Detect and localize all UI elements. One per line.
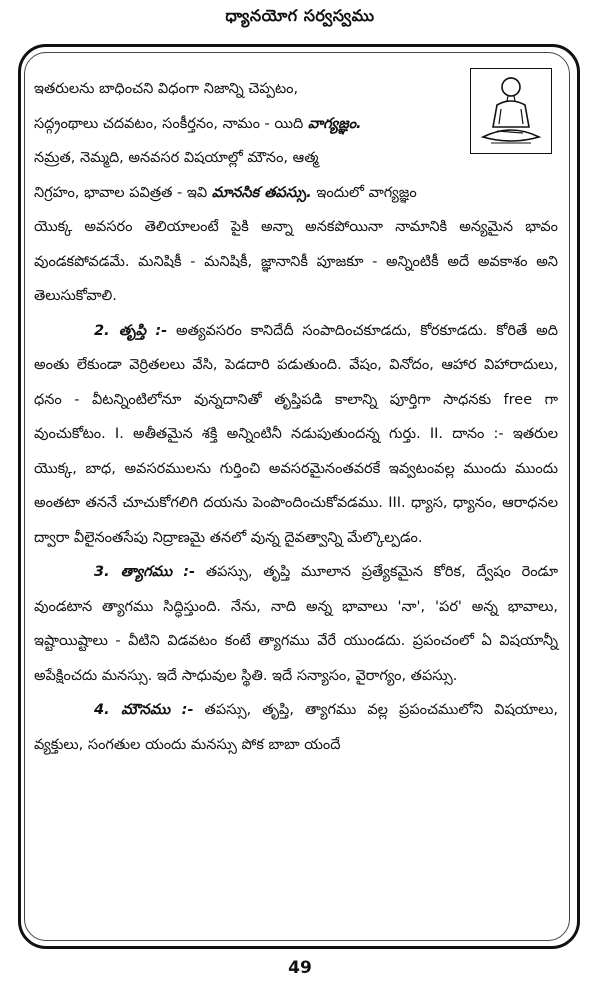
- paragraph-3-text: తపస్సు, తృప్తి మూలాన ప్రత్యేకమైన కోరిక, ద్వేషం రెండూ వుండటాన త్యాగము సిద్ధిస్తుంది. నేను, నాది అన్న భావాలు 'నా', 'పర' అన్న భావాలు, ఇష్టాయిష్టాలు - వీటిని విడవటం కంటే త్యాగము వేరే యుండదు. ప్రపంచంలో ఏ విషయాన్నీ అపేక్షించదు మనస్సు. ఇదే సాధువుల స్థితి. ఇదే సన్యాసం, వైరాగ్యం, తపస్సు.: [34, 564, 559, 684]
- line-text: నిగ్రహం, భావాల పవిత్రత - ఇవి: [34, 184, 212, 201]
- line-text: సద్గ్రంథాలు చదవటం, సంకీర్తనం, నామం - యిది: [34, 115, 308, 132]
- heading-tyagamu: 3. త్యాగము :-: [94, 564, 196, 580]
- paragraph-1-line-2: [34, 107, 558, 142]
- paragraph-2-text: అత్యవసరం కానిదేదీ సంపాదించకూడదు, కోరకూడదు. కోరితే అది అంతు లేకుండా వెర్రితలలు వేసి, పెడదారి పడుతుంది. వేషం, వినోదం, ఆహార విహారాదులు, ధనం - వీటన్నింటిలోనూ వున్నదానితో తృప్తిపడి కాలాన్ని పూర్తిగా సాధనకు free గా వుంచుకోటం. I. అతీతమైన శక్తి అన్నింటినీ నడుపుతుందన్న గుర్తు. II. దానం :- ఇతరుల యొక్క, బాధ, అవసరములను గుర్తించి అవసరమైనంతవరకే ఇవ్వటంవల్ల ముందు ముందు అంతటా తననే చూచుకోగలిగి దయను పెంపొందించుకోవడము. III. ధ్యాస, ధ్యానం, ఆరాధనల ద్వారా వీలైనంతసేపు నిద్రాణమై తనలో వున్న దైవత్వాన్ని మేల్కొల్పడం.: [34, 322, 558, 546]
- paragraph-2: [34, 314, 558, 556]
- paragraph-1-rest: యొక్క అవసరం తెలియాలంటే పైకి అన్నా అనకపోయినా నామానికి అన్యమైన భావం వుండకపోవడమే. మనిషికీ - మనిషికీ, జ్ఞానానికీ పూజకూ - అన్నింటికీ అదే అవకాశం అని తెలుసుకోవాలి.: [34, 219, 558, 304]
- line-text: ఇందులో వాగ్యజ్ఞం: [311, 184, 417, 201]
- paragraph-4-text: తపస్సు, తృప్తి, త్యాగము వల్ల ప్రపంచములోని విషయాలు, వ్యక్తులు, సంగతుల యందు మనస్సు పోక బాబా యందే: [34, 702, 559, 753]
- heading-mounamu: 4. మౌనము :-: [94, 702, 194, 718]
- term-vagyajnam: వాగ్యజ్ఞం.: [307, 115, 362, 132]
- paragraph-3: [34, 555, 558, 693]
- term-manasika-tapassu: మానసిక తపస్సు.: [211, 184, 312, 201]
- page-number: 49: [288, 958, 312, 978]
- paragraph-1-line-3: నమ్రత, నెమ్మది, అనవసర విషయాల్లో మౌనం, ఆత్మ: [34, 150, 319, 166]
- heading-trupti: 2. తృప్తి :-: [94, 322, 168, 339]
- paragraph-1-line-1: ఇతరులను బాధించని విధంగా నిజాన్ని చెప్పటం,: [34, 81, 299, 97]
- paragraph-4: [34, 693, 558, 762]
- paragraph-1-line-4: [34, 176, 558, 211]
- running-header: ధ్యానయోగ సర్వస్వము: [225, 6, 375, 25]
- body-text: [34, 72, 558, 762]
